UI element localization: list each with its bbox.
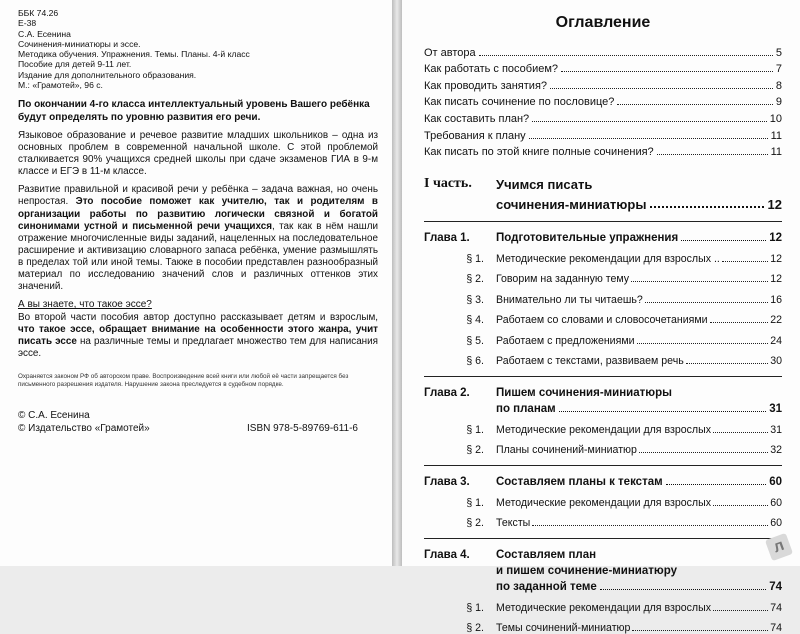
part-title-line-1: Учимся писать [496,177,593,193]
section-page: 32 [770,444,782,457]
chapter-divider [424,221,782,222]
section-number: § 2. [466,517,484,530]
paragraph-2-text-a: Развитие правильной и красивой речи у ребёнка – задача важная, но очень непростая. [18,184,378,208]
paragraph-2-bold: Это пособие поможет как учителю, так и родителям в организации работы по развитию логически связной и богатой синонимами устной и письменной речи учащихся [18,196,378,232]
section-entry [424,593,782,614]
author-name: С.А. Есенина [18,28,71,39]
section-entry [424,614,782,634]
section-entry [424,415,782,436]
section-entry [424,326,782,347]
book-title: Сочинения-миниатюры и эссе. [18,38,141,49]
section-title: Методические рекомендации для взрослых .. [496,252,720,265]
section-page: 12 [770,273,782,286]
chapter-title-line-2: по планам [496,403,556,416]
section-entry [424,244,782,265]
chapter-label: Глава 1. [424,232,470,245]
toc-intro-list [424,42,782,158]
right-page [402,0,800,634]
leader-dots [559,411,767,412]
copyright-publisher: © Издательство «Грамотей» [18,422,150,434]
toc-entry [424,75,782,92]
leader-dots [657,154,768,155]
author-mark: Е-38 [18,18,37,29]
leader-dots [561,71,773,72]
toc-entry-page: 9 [775,96,782,109]
section-number: § 1. [466,423,484,436]
copyright-block [18,409,378,435]
chapter-heading [424,470,782,488]
leader-dots [686,363,768,364]
toc-entry-page: 8 [775,79,782,92]
section-entry [424,436,782,457]
toc-entry-title: Как работать с пособием? [424,63,559,76]
section-title: Методические рекомендации для взрослых [496,423,712,436]
chapter-title-line-3: по заданной теме [496,581,597,594]
paragraph-3-text-b: на различные темы и предлагает множество тем для написания эссе. [18,336,378,360]
leader-dots [710,322,769,323]
paragraph-3-text-a: Во второй части пособия автор доступно рассказывает детям и взрослым, [18,312,378,324]
chapter-divider [424,376,782,377]
toc-entry-page: 11 [770,129,782,142]
leader-dots [713,505,768,506]
chapter-title: Составляем план [496,549,597,562]
toc-chapters [424,221,782,634]
toc-entry-title: Требования к плану [424,129,526,142]
chapter-page: 12 [769,232,782,245]
leader-dots [637,343,769,344]
section-title: Методические рекомендации для взрослых [496,496,712,509]
isbn: ISBN 978-5-89769-611-6 [247,422,358,434]
leader-dots [617,104,772,105]
leader-dots [631,281,768,282]
section-entry [424,306,782,327]
section-number: § 3. [466,293,484,306]
paragraph-2-text-b: , так как в нём нашли отражение многочисленные виды заданий, нацеленных на последовательное расширение и активизацию словарного запаса ребёнка, умение размышлять в пределах той или иной темы. Также в пособии представлен разнообразный материал по исследованию значений слов и различных оттенков этих значений. [18,220,378,293]
toc-entry-page: 7 [775,63,782,76]
leader-dots [639,452,768,453]
section-page: 16 [770,293,782,306]
section-number: § 2. [466,273,484,286]
section-page: 24 [770,334,782,347]
section-number: § 2. [466,444,484,457]
left-page [0,0,392,566]
part-title-line-2: сочинения-миниатюры [496,197,647,213]
leader-dots [532,525,768,526]
section-title: Внимательно ли ты читаешь? [496,293,643,306]
chapter-title: Составляем планы к текстам [496,476,663,489]
copyright-author: © С.А. Есенина [18,409,90,421]
section-page: 60 [770,517,782,530]
section-entry [424,347,782,368]
leader-dots [550,88,773,89]
chapter-title: Пишем сочинения-миниатюры [496,387,672,400]
toc-entry [424,108,782,125]
section-page: 22 [770,314,782,327]
bibliographic-record [18,8,378,90]
section-number: § 5. [466,334,484,347]
part-heading [424,172,782,212]
edition-type: Издание для дополнительного образования. [18,69,197,80]
section-title: Работаем с текстами, развиваем речь [496,355,684,368]
chapter-page: 60 [769,476,782,489]
chapter-title-continued [496,399,782,415]
watermark-logo: л [765,533,793,561]
section-page: 74 [770,601,782,614]
leader-dots [479,55,773,56]
toc-entry [424,125,782,142]
section-page: 30 [770,355,782,368]
lead-paragraph: По окончании 4-го класса интеллектуальный уровень Вашего ребёнка будут определять по уровню развития его речи. [18,99,370,123]
leader-dots [645,302,768,303]
legal-notice: Охраняется законом РФ об авторском праве. Воспроизведение всей книги или любой её части запрещается без письменного разрешения издателя. Нарушение закона преследуется в судебном порядке. [18,372,349,388]
chapter-title: Подготовительные упражнения [496,232,679,245]
section-entry [424,488,782,509]
section-entry [424,509,782,530]
section-title: Работаем с предложениями [496,334,635,347]
toc-entry [424,92,782,109]
toc-entry-title: От автора [424,46,476,59]
leader-dots [681,240,766,241]
section-title: Работаем со словами и словосочетаниями [496,314,708,327]
chapter-page: 74 [769,581,782,594]
section-number: § 2. [466,622,484,634]
section-entry [424,285,782,306]
bbk-code: ББК 74.26 [18,8,59,18]
leader-dots [532,121,767,122]
leader-dots [529,138,768,139]
toc-entry-title: Как составить план? [424,112,530,125]
section-title: Методические рекомендации для взрослых [496,601,712,614]
chapter-title-continued [496,577,782,593]
section-number: § 1. [466,601,484,614]
section-number: § 4. [466,314,484,327]
section-page: 74 [770,622,782,634]
section-number: § 1. [466,252,484,265]
toc-entry-title: Как проводить занятия? [424,79,548,92]
section-title: Говорим на заданную тему [496,273,630,286]
toc-entry [424,59,782,76]
section-page: 12 [770,252,782,265]
chapter-label: Глава 3. [424,476,470,489]
toc-entry-title: Как писать сочинение по пословице? [424,96,615,109]
paragraph-1: Языковое образование и речевое развитие младших школьников – одна из основных проблем в современной начальной школе. С этой проблемой сталкивается 90% учащихся средней школы при сдаче экзаменов ГИА в 9-м классе и ЕГЭ в 11-м классе. [18,129,378,178]
chapter-heading [424,543,782,561]
chapter-page: 31 [769,403,782,416]
chapter-label: Глава 2. [424,387,470,400]
section-entry [424,265,782,286]
section-title: Темы сочинений-миниатюр [496,622,631,634]
section-title: Планы сочинений-миниатюр [496,444,637,457]
leader-dots [722,261,768,262]
chapter-heading [424,381,782,399]
book-subtitle: Методика обучения. Упражнения. Темы. Планы. 4-й класс [18,49,250,60]
toc-entry-page: 5 [775,46,782,59]
section-number: § 1. [466,496,484,509]
paragraph-2 [18,184,378,293]
book-spine [392,0,402,566]
contents-title: Оглавление [555,14,651,31]
leader-dots [713,610,768,611]
chapter-heading [424,226,782,244]
chapter-title-line-2: и пишем сочинение-миниатюру [496,565,677,578]
section-page: 31 [770,423,782,436]
part-label: I часть. [424,176,472,192]
audience: Пособие для детей 9-11 лет. [18,59,132,70]
toc-entry-title: Как писать по этой книге полные сочинения? [424,146,654,159]
publisher-line: М.: «Грамотей», 96 с. [18,80,103,91]
toc-entry [424,42,782,59]
leader-dots [632,630,768,631]
leader-dots [713,432,768,433]
part-leader-dots [650,206,763,208]
copyright-row [18,422,358,435]
section-page: 60 [770,496,782,509]
toc-entry [424,142,782,159]
chapter-title-continued [496,561,782,577]
toc-entry-page: 11 [770,146,782,159]
chapter-label: Глава 4. [424,549,470,562]
toc-entry-page: 10 [769,112,782,125]
section-title: Тексты [496,517,531,530]
chapter-divider [424,538,782,539]
part-page: 12 [767,197,782,213]
essay-question: А вы знаете, что такое эссе? [18,299,152,311]
chapter-divider [424,465,782,466]
paragraph-3-bold: что такое эссе, обращает внимание на особенности этого жанра, учит писать эссе [18,324,378,348]
leader-dots [600,589,766,590]
section-number: § 6. [466,355,484,368]
leader-dots [666,484,767,485]
paragraph-3 [18,312,378,360]
